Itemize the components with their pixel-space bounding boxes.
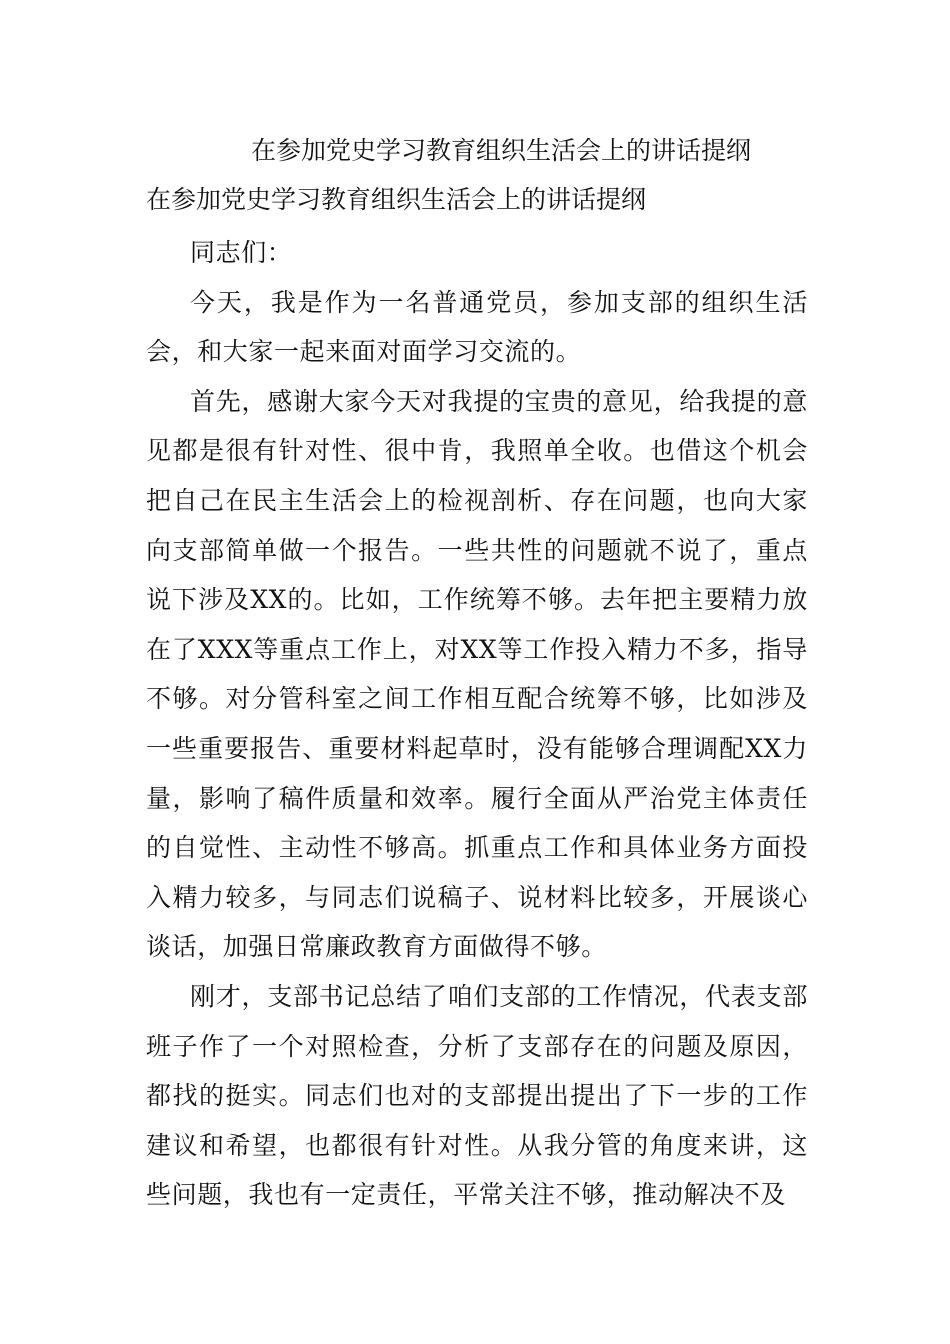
body-paragraph: 刚才，支部书记总结了咱们支部的工作情况，代表支部班子作了一个对照检查，分析了支部存在的问题及原因，都找的挺实。同志们也对的支部提出提出了下一步的工作建议和希望，也都很有针对性。从我分管的角度来讲，这些问题，我也有一定责任，平常关注不够，推动解决不及 <box>146 981 808 1210</box>
document-subtitle: 在参加党史学习教育组织生活会上的讲话提纲 <box>146 185 647 214</box>
document-title: 在参加党史学习教育组织生活会上的讲话提纲 <box>250 136 751 165</box>
document-body <box>146 228 808 1220</box>
body-paragraph: 首先，感谢大家今天对我提的宝贵的意见，给我提的意见都是很有针对性、很中肯，我照单全收。也借这个机会把自己在民主生活会上的检视剖析、存在问题，也向大家向支部简单做一个报告。一些共性的问题就不说了，重点说下涉及XX的。比如，工作统筹不够。去年把主要精力放在了XXX等重点工作上，对XX等工作投入精力不多，指导不够。对分管科室之间工作相互配合统筹不够，比如涉及一些重要报告、重要材料起草时，没有能够合理调配XX力量，影响了稿件质量和效率。履行全面从严治党主体责任的自觉性、主动性不够高。抓重点工作和具体业务方面投入精力较多，与同志们说稿子、说材料比较多，开展谈心谈话，加强日常廉政教育方面做得不够。 <box>146 386 808 962</box>
salutation-paragraph: 同志们： <box>190 238 293 267</box>
body-paragraph: 今天，我是作为一名普通党员，参加支部的组织生活会，和大家一起来面对面学习交流的。 <box>146 287 808 367</box>
